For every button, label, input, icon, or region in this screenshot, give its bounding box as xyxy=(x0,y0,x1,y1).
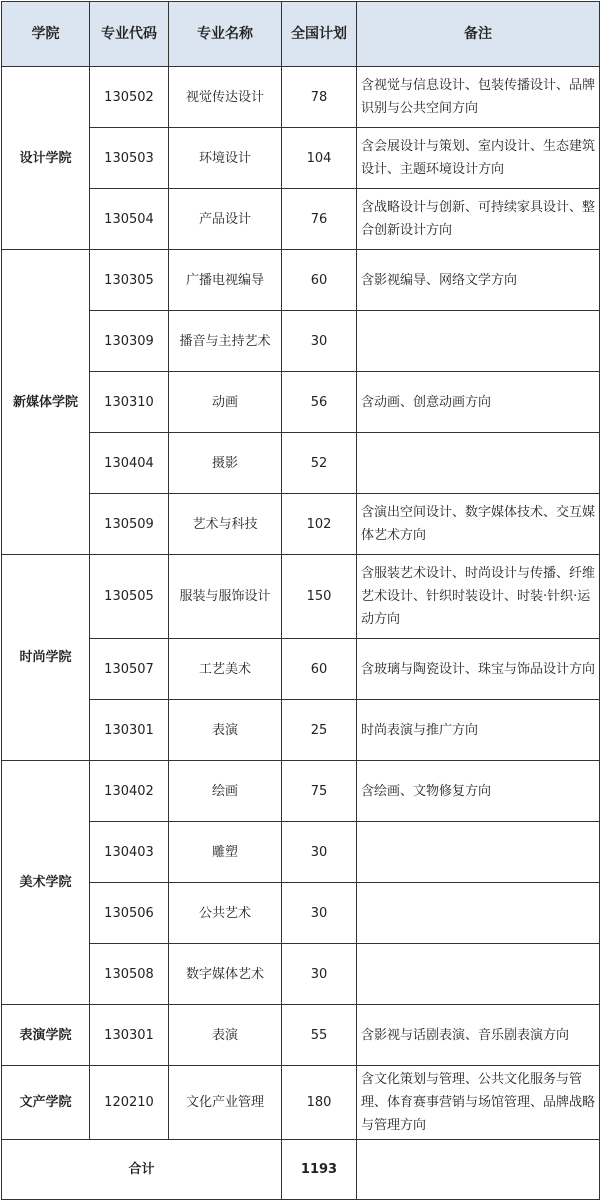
plan-cell: 52 xyxy=(282,433,357,494)
code-cell: 130403 xyxy=(90,822,169,883)
note-cell: 含演出空间设计、数字媒体技术、交互媒体艺术方向 xyxy=(357,494,600,555)
note-cell xyxy=(357,822,600,883)
name-cell: 表演 xyxy=(169,700,282,761)
plan-cell: 60 xyxy=(282,639,357,700)
table-row xyxy=(2,494,600,555)
name-cell: 数字媒体艺术 xyxy=(169,944,282,1005)
code-cell: 130508 xyxy=(90,944,169,1005)
note-cell: 含影视编导、网络文学方向 xyxy=(357,250,600,311)
table-row xyxy=(2,189,600,250)
total-note-cell xyxy=(357,1140,600,1200)
name-cell: 雕塑 xyxy=(169,822,282,883)
code-cell: 130509 xyxy=(90,494,169,555)
note-cell xyxy=(357,311,600,372)
plan-cell: 76 xyxy=(282,189,357,250)
name-cell: 服装与服饰设计 xyxy=(169,555,282,639)
code-cell: 120210 xyxy=(90,1066,169,1140)
code-cell: 130404 xyxy=(90,433,169,494)
enrollment-plan-table xyxy=(1,1,600,1200)
name-cell: 公共艺术 xyxy=(169,883,282,944)
table-row xyxy=(2,883,600,944)
table-row xyxy=(2,311,600,372)
plan-cell: 180 xyxy=(282,1066,357,1140)
table-row xyxy=(2,944,600,1005)
table-row xyxy=(2,555,600,639)
college-cell: 时尚学院 xyxy=(2,555,90,761)
name-cell: 环境设计 xyxy=(169,128,282,189)
table-row xyxy=(2,1066,600,1140)
code-cell: 130310 xyxy=(90,372,169,433)
plan-cell: 60 xyxy=(282,250,357,311)
table-row xyxy=(2,372,600,433)
note-cell: 含会展设计与策划、室内设计、生态建筑设计、主题环境设计方向 xyxy=(357,128,600,189)
name-cell: 动画 xyxy=(169,372,282,433)
note-cell: 时尚表演与推广方向 xyxy=(357,700,600,761)
name-cell: 文化产业管理 xyxy=(169,1066,282,1140)
note-cell xyxy=(357,883,600,944)
total-label: 合计 xyxy=(2,1140,282,1200)
note-cell: 含服装艺术设计、时尚设计与传播、纤维艺术设计、针织时装设计、时装·针织·运动方向 xyxy=(357,555,600,639)
name-cell: 广播电视编导 xyxy=(169,250,282,311)
table-row xyxy=(2,639,600,700)
name-cell: 视觉传达设计 xyxy=(169,67,282,128)
name-cell: 绘画 xyxy=(169,761,282,822)
plan-cell: 30 xyxy=(282,944,357,1005)
plan-cell: 78 xyxy=(282,67,357,128)
note-cell: 含玻璃与陶瓷设计、珠宝与饰品设计方向 xyxy=(357,639,600,700)
name-cell: 产品设计 xyxy=(169,189,282,250)
note-cell: 含动画、创意动画方向 xyxy=(357,372,600,433)
name-cell: 工艺美术 xyxy=(169,639,282,700)
code-cell: 130503 xyxy=(90,128,169,189)
table-row xyxy=(2,433,600,494)
name-cell: 播音与主持艺术 xyxy=(169,311,282,372)
table-row xyxy=(2,700,600,761)
code-cell: 130402 xyxy=(90,761,169,822)
header-name: 专业名称 xyxy=(169,2,282,67)
header-code: 专业代码 xyxy=(90,2,169,67)
note-cell: 含绘画、文物修复方向 xyxy=(357,761,600,822)
code-cell: 130301 xyxy=(90,700,169,761)
plan-cell: 30 xyxy=(282,311,357,372)
total-row xyxy=(2,1140,600,1200)
table-body xyxy=(2,67,600,1200)
college-cell: 美术学院 xyxy=(2,761,90,1005)
plan-cell: 102 xyxy=(282,494,357,555)
code-cell: 130506 xyxy=(90,883,169,944)
code-cell: 130505 xyxy=(90,555,169,639)
plan-cell: 25 xyxy=(282,700,357,761)
plan-cell: 55 xyxy=(282,1005,357,1066)
note-cell: 含影视与话剧表演、音乐剧表演方向 xyxy=(357,1005,600,1066)
college-cell: 新媒体学院 xyxy=(2,250,90,555)
college-cell: 文产学院 xyxy=(2,1066,90,1140)
code-cell: 130507 xyxy=(90,639,169,700)
table-row xyxy=(2,128,600,189)
name-cell: 摄影 xyxy=(169,433,282,494)
table-row xyxy=(2,761,600,822)
header-note: 备注 xyxy=(357,2,600,67)
code-cell: 130301 xyxy=(90,1005,169,1066)
college-cell: 表演学院 xyxy=(2,1005,90,1066)
header-plan: 全国计划 xyxy=(282,2,357,67)
note-cell xyxy=(357,433,600,494)
name-cell: 表演 xyxy=(169,1005,282,1066)
plan-cell: 30 xyxy=(282,822,357,883)
header-row xyxy=(2,2,600,67)
name-cell: 艺术与科技 xyxy=(169,494,282,555)
total-value: 1193 xyxy=(282,1140,357,1200)
table-row xyxy=(2,250,600,311)
note-cell: 含视觉与信息设计、包装传播设计、品牌识别与公共空间方向 xyxy=(357,67,600,128)
note-cell: 含战略设计与创新、可持续家具设计、整合创新设计方向 xyxy=(357,189,600,250)
note-cell: 含文化策划与管理、公共文化服务与管理、体育赛事营销与场馆管理、品牌战略与管理方向 xyxy=(357,1066,600,1140)
plan-cell: 56 xyxy=(282,372,357,433)
code-cell: 130502 xyxy=(90,67,169,128)
table-row xyxy=(2,1005,600,1066)
code-cell: 130309 xyxy=(90,311,169,372)
table-row xyxy=(2,822,600,883)
plan-cell: 104 xyxy=(282,128,357,189)
plan-cell: 75 xyxy=(282,761,357,822)
college-cell: 设计学院 xyxy=(2,67,90,250)
header-college: 学院 xyxy=(2,2,90,67)
plan-cell: 30 xyxy=(282,883,357,944)
code-cell: 130504 xyxy=(90,189,169,250)
plan-cell: 150 xyxy=(282,555,357,639)
table-row xyxy=(2,67,600,128)
code-cell: 130305 xyxy=(90,250,169,311)
note-cell xyxy=(357,944,600,1005)
